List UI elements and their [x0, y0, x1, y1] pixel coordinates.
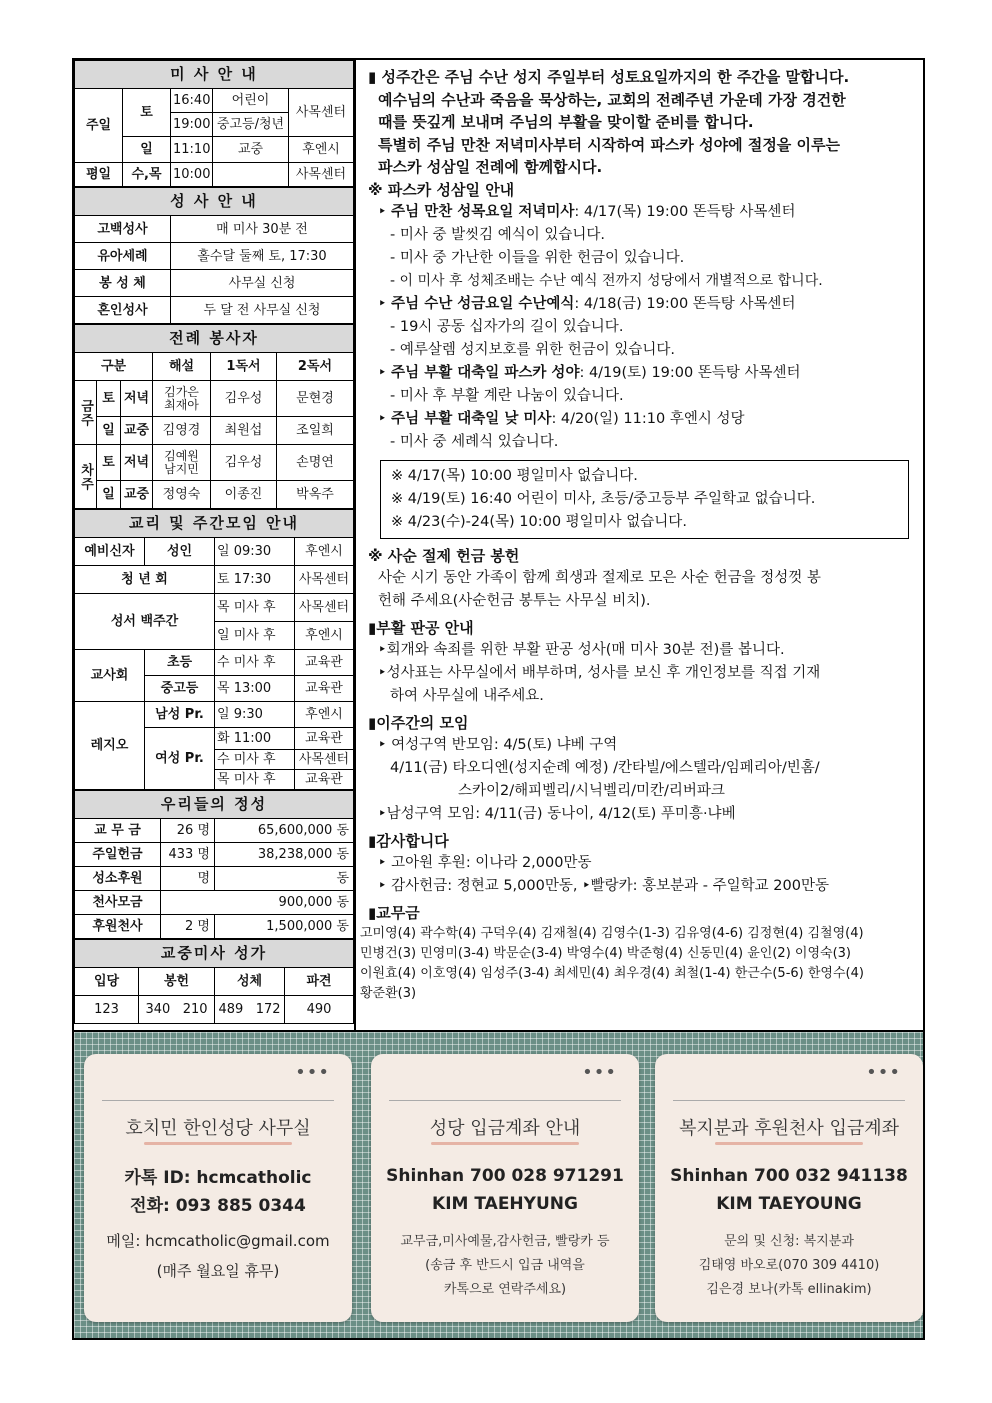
liturgy-reader1: 이종진 — [211, 481, 277, 509]
sacrament-value: 두 달 전 사무실 신청 — [171, 297, 354, 324]
square-bullet-icon: ▮ — [368, 68, 382, 86]
triduum-head: 주님 수난 성금요일 수난예식 — [391, 295, 575, 312]
liturgy-commentator: 정영숙 — [153, 481, 211, 509]
triduum-list — [368, 201, 917, 454]
meeting-time: 일 9:30 — [215, 702, 295, 728]
week-title: 이주간의 모임 — [376, 713, 469, 732]
liturgy-day: 일 — [97, 481, 121, 509]
contact-info: 김은경 보나(카톡 ellinakim) — [706, 1282, 872, 1297]
attendance-header: 봉헌 — [139, 968, 215, 996]
triangle-bullet-icon: ‣ — [378, 364, 392, 381]
contact-info: 김태영 바오로(070 309 4410) — [698, 1258, 880, 1273]
tithe-line: 황준환(3) — [360, 985, 417, 1001]
attendance-value: 489 172 — [215, 996, 285, 1024]
triduum-sub: - 미사 중 세례식 있습니다. — [390, 433, 559, 450]
attendance-header: 파견 — [285, 968, 354, 996]
more-icon: ••• — [295, 1062, 330, 1083]
triduum-detail: : 4/19(토) 19:00 똔득탕 사목센터 — [579, 364, 801, 381]
underline-decoration — [715, 1142, 863, 1145]
account-note: (송금 후 반드시 입금 내역을 — [425, 1258, 585, 1273]
triduum-sub: - 미사 후 부활 계란 나눔이 있습니다. — [390, 387, 624, 404]
offering-count: 2 명 — [161, 915, 215, 939]
meeting-group: 중고등 — [145, 676, 215, 702]
mass-sat-label: 토 — [123, 89, 171, 137]
sacrament-label: 고백성사 — [75, 216, 171, 243]
account-usage: 교무금,미사예물,감사헌금, 빨랑카 등 — [400, 1234, 610, 1249]
account-holder: KIM TAEYOUNG — [716, 1194, 862, 1214]
mass-place: 사목센터 — [289, 89, 354, 137]
triangle-bullet-icon: ‣ — [378, 877, 392, 894]
triduum-sub: - 19시 공동 십자가의 길이 있습니다. — [390, 318, 624, 335]
triduum-detail: : 4/20(일) 11:10 후엔시 성당 — [551, 410, 745, 427]
contact-info: 문의 및 신청: 복지분과 — [724, 1234, 854, 1249]
thanks-text: 고아원 후원: 이나라 2,000만동 — [391, 854, 592, 871]
liturgy-reader1: 최원섭 — [211, 417, 277, 445]
liturgy-header: 2독서 — [277, 353, 354, 381]
tithe-line: 고미영(4) 곽수학(4) 구덕우(4) 김재철(4) 김영수(1-3) 김유영(4-6) 김정현(4) 김철영(4) — [360, 925, 864, 941]
bank-account: Shinhan 700 032 941138 — [670, 1166, 908, 1186]
liturgy-reader2: 문현경 — [277, 381, 354, 417]
attendance-table — [74, 939, 354, 1024]
week-text: 여성구역 반모임: 4/5(토) 냐베 구역 — [391, 736, 618, 753]
mass-group — [213, 163, 289, 187]
liturgy-mass: 교중 — [121, 481, 153, 509]
mass-time: 16:40 — [171, 89, 213, 113]
mass-group: 교중 — [213, 137, 289, 163]
liturgy-title: 전례 봉사자 — [75, 325, 354, 353]
offering-count: 433 명 — [161, 843, 215, 867]
offering-label: 교 무 금 — [75, 819, 161, 843]
triangle-bullet-icon: ‣ — [378, 805, 387, 822]
sacrament-value: 홀수달 둘째 토, 17:30 — [171, 243, 354, 270]
offering-amount: 38,238,000 동 — [215, 843, 354, 867]
bulletin-page — [72, 58, 925, 1340]
bank-account: Shinhan 700 028 971291 — [386, 1166, 624, 1186]
meeting-group: 남성 Pr. — [145, 702, 215, 728]
confession-text: 하여 사무실에 내주세요. — [390, 687, 544, 704]
mass-time: 10:00 — [171, 163, 213, 187]
intro-line: 특별히 주님 만찬 저녁미사부터 시작하여 파스카 성야에 절정을 이루는 — [378, 135, 840, 154]
week-text: 남성구역 모임: 4/11(금) 동나이, 4/12(토) 푸미흥·냐베 — [386, 805, 736, 822]
liturgy-reader1: 김우성 — [211, 445, 277, 481]
offering-amount: 동 — [215, 867, 354, 891]
intro-line: 파스카 성삼일 전례에 함께합시다. — [378, 158, 603, 176]
meeting-time: 토 17:30 — [215, 566, 295, 594]
intro-line: 성주간은 주님 수난 성지 주일부터 성토요일까지의 한 주간을 말합니다. — [381, 68, 850, 86]
triangle-bullet-icon: ‣ — [378, 854, 392, 871]
more-icon: ••• — [866, 1062, 901, 1083]
sacrament-value: 사무실 신청 — [171, 270, 354, 297]
meeting-place: 교육관 — [295, 650, 354, 676]
left-column — [74, 60, 356, 1030]
card-title: 호치민 한인성당 사무실 — [125, 1118, 311, 1139]
sacrament-label: 유아세례 — [75, 243, 171, 270]
triangle-bullet-icon: ‣ — [378, 410, 392, 427]
mass-title: 미 사 안 내 — [75, 61, 354, 89]
offering-label: 성소후원 — [75, 867, 161, 891]
offering-label: 후원천사 — [75, 915, 161, 939]
triduum-detail: : 4/18(금) 19:00 똔득탕 사목센터 — [574, 295, 796, 312]
right-column — [358, 60, 925, 1030]
offering-count: 26 명 — [161, 819, 215, 843]
underline-decoration — [144, 1142, 292, 1145]
meetings-table — [74, 509, 354, 790]
meeting-place: 사목센터 — [295, 566, 354, 594]
mass-sunday-label: 주일 — [75, 89, 123, 163]
meeting-time: 수 미사 후 — [215, 650, 295, 676]
offering-amount: 1,500,000 동 — [215, 915, 354, 939]
offering-count: 명 — [161, 867, 215, 891]
triangle-bullet-icon: ‣ — [378, 641, 387, 658]
square-bullet-icon: ▮ — [368, 618, 377, 637]
attendance-value: 490 — [285, 996, 354, 1024]
mass-sun-label: 일 — [123, 137, 171, 163]
liturgy-header: 1독서 — [211, 353, 277, 381]
offering-amount: 65,600,000 동 — [215, 819, 354, 843]
meeting-place: 후엔시 — [295, 702, 354, 728]
liturgy-reader2: 손명연 — [277, 445, 354, 481]
meetings-title: 교리 및 주간모임 안내 — [75, 510, 354, 538]
meeting-time: 수 미사 후 — [215, 750, 295, 770]
meeting-label: 청 년 회 — [75, 566, 215, 594]
meeting-time: 일 09:30 — [215, 538, 295, 566]
meeting-place: 후엔시 — [295, 538, 354, 566]
divider — [673, 1100, 905, 1101]
mass-weekday-days: 수,목 — [123, 163, 171, 187]
meeting-place: 교육관 — [295, 676, 354, 702]
meeting-time: 목 13:00 — [215, 676, 295, 702]
meeting-time: 목 미사 후 — [215, 770, 295, 790]
liturgy-reader1: 김우성 — [211, 381, 277, 417]
tithe-line: 민병건(3) 민영미(3-4) 박문순(3-4) 박영수(4) 박준형(4) 신동민(4) 윤인(2) 이영숙(3) — [360, 945, 852, 961]
sacrament-title: 성 사 안 내 — [75, 188, 354, 216]
office-email[interactable]: 메일: hcmcatholic@gmail.com — [106, 1232, 330, 1250]
liturgy-header: 구분 — [75, 353, 153, 381]
meeting-label: 성서 백주간 — [75, 594, 215, 650]
confession-text: 회개와 속죄를 위한 부활 판공 성사(매 미사 30분 전)를 봅니다. — [386, 641, 785, 658]
liturgy-commentator: 김영경 — [153, 417, 211, 445]
sacrament-label: 봉 성 체 — [75, 270, 171, 297]
sacrament-table — [74, 187, 354, 324]
meeting-label: 레지오 — [75, 702, 145, 790]
divider — [102, 1100, 334, 1101]
liturgy-week-label: 금주 — [75, 381, 97, 445]
mass-group: 어린이 — [213, 89, 289, 113]
mass-weekday-label: 평일 — [75, 163, 123, 187]
meeting-group: 초등 — [145, 650, 215, 676]
meeting-place: 사목센터 — [295, 750, 354, 770]
more-icon: ••• — [582, 1062, 617, 1083]
account-note: 카톡으로 연락주세요) — [443, 1282, 567, 1297]
liturgy-day: 토 — [97, 445, 121, 481]
triduum-sub: - 예루살렘 성지보호를 위한 헌금이 있습니다. — [390, 341, 676, 358]
week-text: 4/11(금) 타오디엔(성지순례 예정) /칸타빌/에스텔라/임페리아/빈홈/ — [390, 759, 820, 776]
triduum-detail: : 4/17(목) 19:00 똔득탕 사목센터 — [574, 203, 796, 220]
liturgy-header: 해설 — [153, 353, 211, 381]
liturgy-mass: 저녁 — [121, 381, 153, 417]
liturgy-reader2: 박옥주 — [277, 481, 354, 509]
meeting-label: 교사회 — [75, 650, 145, 702]
intro-line: 예수님의 수난과 죽음을 묵상하는, 교회의 전례주년 가운데 가장 경건한 — [378, 90, 846, 109]
mass-time: 19:00 — [171, 113, 213, 137]
liturgy-mass: 저녁 — [121, 445, 153, 481]
mass-place: 후엔시 — [289, 137, 354, 163]
tithe-list — [360, 924, 917, 1004]
lent-text: 사순 시기 동안 가족이 함께 희생과 절제로 모은 사순 헌금을 정성껏 봉 — [378, 569, 821, 586]
liturgy-mass: 교중 — [121, 417, 153, 445]
attendance-value: 340 210 — [139, 996, 215, 1024]
confession-title: 부활 판공 안내 — [376, 618, 474, 637]
meeting-time: 일 미사 후 — [215, 622, 295, 650]
offering-amount: 900,000 동 — [161, 891, 354, 915]
account-holder: KIM TAEHYUNG — [432, 1194, 578, 1214]
meeting-place: 사목센터 — [295, 594, 354, 622]
thanks-text: 감사헌금: 정현교 5,000만동, — [391, 877, 578, 894]
triduum-head: 주님 만찬 성목요일 저녁미사 — [391, 203, 575, 220]
triangle-bullet-icon: ‣ — [582, 877, 591, 894]
triangle-bullet-icon: ‣ — [378, 295, 392, 312]
triduum-sub: - 미사 중 발씻김 예식이 있습니다. — [390, 226, 605, 243]
square-bullet-icon: ▮ — [368, 831, 377, 850]
office-card — [84, 1054, 352, 1322]
lent-text: 헌해 주세요(사순헌금 봉투는 사무실 비치). — [378, 592, 651, 609]
attendance-title: 교중미사 성가 — [75, 940, 354, 968]
meeting-time: 화 11:00 — [215, 728, 295, 750]
office-phone: 전화: 093 885 0344 — [130, 1196, 306, 1216]
meeting-place: 교육관 — [295, 728, 354, 750]
card-title: 성당 입금계좌 안내 — [429, 1118, 581, 1139]
church-account-card — [371, 1054, 639, 1322]
triduum-title: ※ 파스카 성삼일 안내 — [368, 180, 515, 199]
triangle-bullet-icon: ‣ — [378, 664, 387, 681]
notice-line: ※ 4/17(목) 10:00 평일미사 없습니다. — [391, 467, 638, 484]
meeting-group: 성인 — [145, 538, 215, 566]
welfare-account-card — [655, 1054, 923, 1322]
triduum-sub: - 미사 중 가난한 이들을 위한 헌금이 있습니다. — [390, 249, 685, 266]
liturgy-commentator: 김예원 남지민 — [153, 445, 211, 481]
meeting-label: 예비신자 — [75, 538, 145, 566]
attendance-header: 입당 — [75, 968, 139, 996]
meeting-group: 여성 Pr. — [145, 728, 215, 790]
liturgy-day: 일 — [97, 417, 121, 445]
tithe-title: 교무금 — [376, 903, 420, 922]
attendance-header: 성체 — [215, 968, 285, 996]
sacrament-value: 매 미사 30분 전 — [171, 216, 354, 243]
offering-table — [74, 790, 354, 939]
liturgy-reader2: 조일희 — [277, 417, 354, 445]
liturgy-commentator: 김가은 최재아 — [153, 381, 211, 417]
mass-schedule-table — [74, 60, 354, 187]
tithe-line: 이원효(4) 이호영(4) 임성주(3-4) 최세민(4) 최우경(4) 최철(1-4) 한근수(5-6) 한영수(4) — [360, 965, 864, 981]
triduum-head: 주님 부활 대축일 파스카 성야 — [391, 364, 580, 381]
meeting-place: 후엔시 — [295, 622, 354, 650]
holy-week-intro — [368, 66, 917, 179]
confession-text: 성사표는 사무실에서 배부하며, 성사를 보신 후 개인정보를 직접 기재 — [386, 664, 821, 681]
triduum-sub: - 이 미사 후 성체조배는 수난 예식 전까지 성당에서 개별적으로 합니다. — [390, 272, 823, 289]
liturgy-table — [74, 324, 354, 509]
kakao-id: 카톡 ID: hcmcatholic — [124, 1168, 312, 1188]
card-title: 복지분과 후원천사 입금계좌 — [678, 1118, 900, 1139]
cancellation-notice-box — [380, 460, 909, 539]
triangle-bullet-icon: ‣ — [378, 203, 392, 220]
meeting-place: 교육관 — [295, 770, 354, 790]
thanks-text: 빨랑카: 홍보분과 - 주일학교 200만동 — [590, 877, 829, 894]
intro-line: 때를 뜻깊게 보내며 주님의 부활을 맞이할 준비를 합니다. — [378, 113, 754, 131]
attendance-value: 123 — [75, 996, 139, 1024]
thanks-title: 감사합니다 — [376, 831, 449, 850]
sacrament-label: 혼인성사 — [75, 297, 171, 324]
liturgy-week-label: 차주 — [75, 445, 97, 509]
offering-title: 우리들의 정성 — [75, 791, 354, 819]
triduum-head: 주님 부활 대축일 낮 미사 — [391, 410, 552, 427]
divider — [389, 1100, 621, 1101]
notice-line: ※ 4/19(토) 16:40 어린이 미사, 초등/중고등부 주일학교 없습니다. — [391, 490, 816, 507]
mass-place: 사목센터 — [289, 163, 354, 187]
mass-time: 11:10 — [171, 137, 213, 163]
notice-line: ※ 4/23(수)-24(목) 10:00 평일미사 없습니다. — [391, 513, 687, 530]
offering-label: 주일헌금 — [75, 843, 161, 867]
underline-decoration — [431, 1142, 579, 1145]
mass-group: 중고등/청년 — [213, 113, 289, 137]
meeting-time: 목 미사 후 — [215, 594, 295, 622]
week-text: 스카이2/해피벨리/시닉벨리/미칸/리버파크 — [458, 782, 725, 799]
lent-title: ※ 사순 절제 헌금 봉헌 — [368, 546, 520, 565]
liturgy-day: 토 — [97, 381, 121, 417]
square-bullet-icon: ▮ — [368, 713, 377, 732]
office-hours-note: (매주 월요일 휴무) — [156, 1262, 280, 1280]
square-bullet-icon: ▮ — [368, 903, 377, 922]
offering-label: 천사모금 — [75, 891, 161, 915]
triangle-bullet-icon: ‣ — [378, 736, 392, 753]
contact-panel — [74, 1030, 923, 1338]
